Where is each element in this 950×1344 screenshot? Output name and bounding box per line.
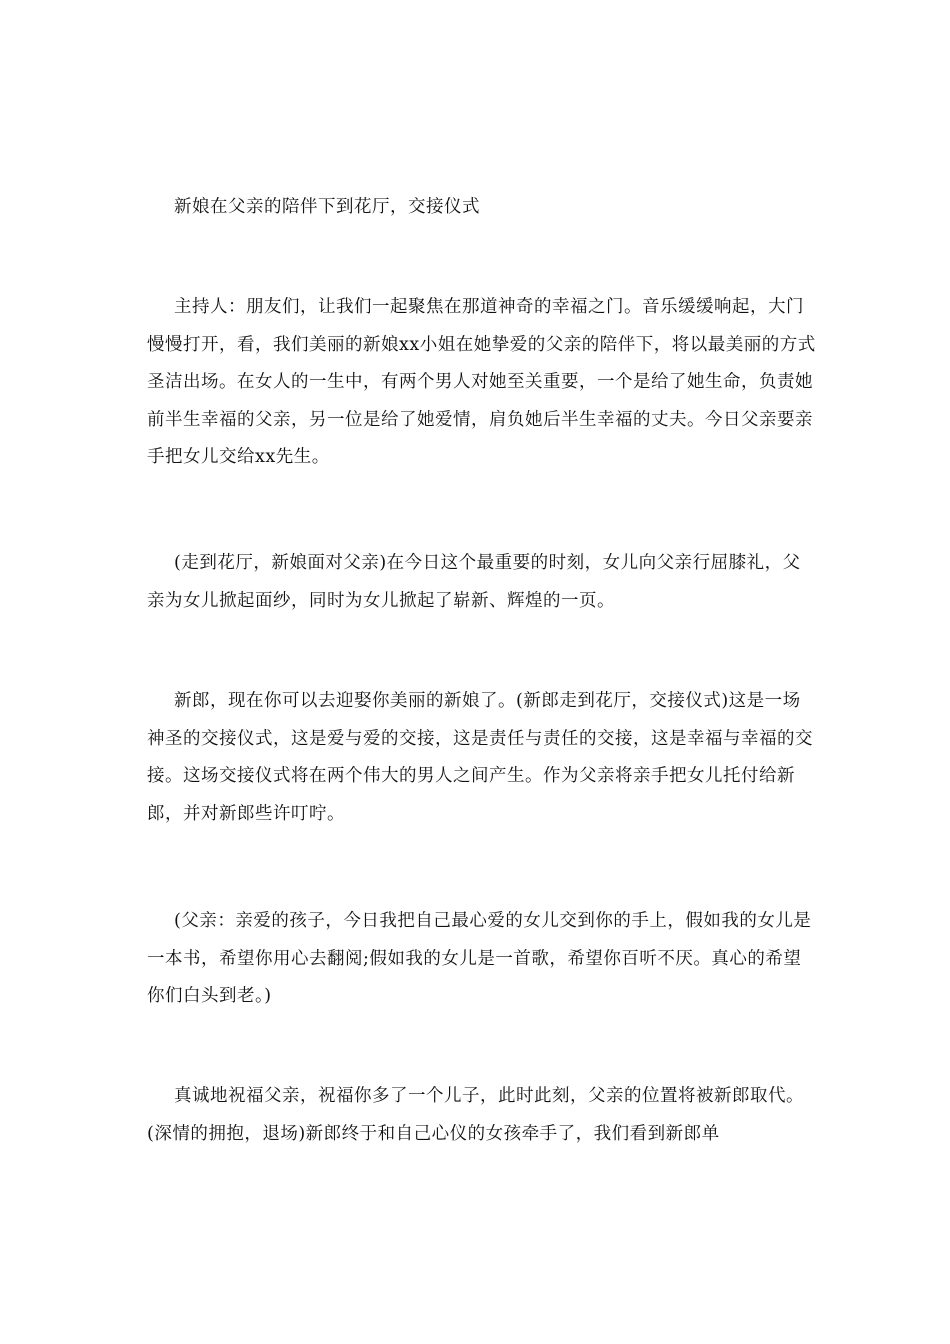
section-heading-paragraph: 新娘在父亲的陪伴下到花厅，交接仪式 bbox=[174, 197, 480, 217]
host-speech-paragraph: 主持人：朋友们，让我们一起聚焦在那道神奇的幸福之门。音乐缓缓响起，大门慢慢打开，看，我们美丽的新娘xx小姐在她挚爱的父亲的陪伴下，将以最美丽的方式圣洁出场。在女人的一生中，有两个男人对她至关重要，一个是给了她生命，负责她前半生幸福的父亲，另一位是给了她爱情，肩负她后半生幸福的丈夫。今日父亲要亲手把女儿交给xx先生。 bbox=[147, 297, 816, 467]
groom-handover-paragraph: 新郎，现在你可以去迎娶你美丽的新娘了。(新郎走到花厅，交接仪式)这是一场神圣的交接仪式，这是爱与爱的交接，这是责任与责任的交接，这是幸福与幸福的交接。这场交接仪式将在两个伟大的男人之间产生。作为父亲将亲手把女儿托付给新郎，并对新郎些许叮咛。 bbox=[147, 691, 813, 824]
blessing-paragraph: 真诚地祝福父亲，祝福你多了一个儿子，此时此刻，父亲的位置将被新郎取代。(深情的拥抱，退场)新郎终于和自己心仪的女孩牵手了，我们看到新郎单 bbox=[147, 1086, 804, 1144]
father-words-paragraph: (父亲：亲爱的孩子，今日我把自己最心爱的女儿交到你的手上，假如我的女儿是一本书，希望你用心去翻阅;假如我的女儿是一首歌，希望你百听不厌。真心的希望你们白头到老。) bbox=[147, 911, 812, 1006]
stage-direction-paragraph: (走到花厅，新娘面对父亲)在今日这个最重要的时刻，女儿向父亲行屈膝礼，父亲为女儿掀起面纱，同时为女儿掀起了崭新、辉煌的一页。 bbox=[147, 553, 801, 611]
